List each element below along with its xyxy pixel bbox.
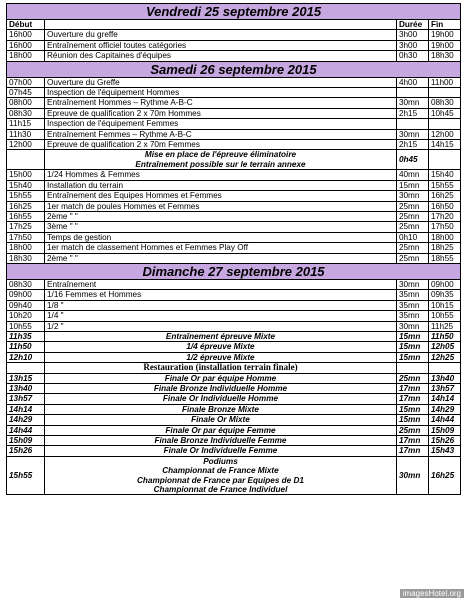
start-time: 14h44 [7, 425, 45, 435]
duration: 25mn [396, 243, 428, 253]
duration: 15mn [396, 404, 428, 414]
activity-description [45, 150, 397, 170]
end-time [428, 150, 460, 170]
activity-description: Entraînement des Equipes Hommes et Femmes [45, 191, 397, 201]
activity-description: Temps de gestion [45, 232, 397, 242]
schedule-row [7, 352, 461, 362]
schedule-row [7, 415, 461, 425]
duration: 25mn [396, 201, 428, 211]
duration: 15mn [396, 352, 428, 362]
day-title: Vendredi 25 septembre 2015 [7, 4, 461, 20]
schedule-row [7, 191, 461, 201]
day-title-row [7, 4, 461, 20]
start-time: 16h55 [7, 211, 45, 221]
description-line: Championnat de France Individuel [153, 485, 288, 495]
header-end: Fin [428, 20, 460, 30]
activity-description: 3ème " " [45, 222, 397, 232]
duration: 15mn [396, 331, 428, 341]
activity-description: Epreuve de qualification 2 x 70m Hommes [45, 108, 397, 118]
schedule-row [7, 290, 461, 300]
schedule-row [7, 51, 461, 61]
schedule-row [7, 373, 461, 383]
description-line: Mise en place de l'épreuve éliminatoire [144, 150, 297, 160]
start-time: 08h30 [7, 108, 45, 118]
start-time: 18h00 [7, 243, 45, 253]
start-time: 15h09 [7, 436, 45, 446]
start-time: 16h25 [7, 201, 45, 211]
duration: 4h00 [396, 77, 428, 87]
schedule-row [7, 321, 461, 331]
activity-description: Epreuve de qualification 2 x 70m Femmes [45, 140, 397, 150]
schedule-row [7, 108, 461, 118]
schedule-row [7, 279, 461, 289]
end-time: 18h00 [428, 232, 460, 242]
activity-description: Entraînement Hommes – Rythme A-B-C [45, 98, 397, 108]
start-time: 18h00 [7, 51, 45, 61]
duration: 15mn [396, 415, 428, 425]
schedule-row [7, 98, 461, 108]
activity-description: Finale Or Individuelle Femme [45, 446, 397, 456]
duration: 25mn [396, 211, 428, 221]
duration: 30mn [396, 456, 428, 495]
description-line: Championnat de France Mixte [162, 466, 279, 476]
duration: 30mn [396, 98, 428, 108]
start-time: 15h55 [7, 191, 45, 201]
end-time: 12h00 [428, 129, 460, 139]
end-time: 18h30 [428, 51, 460, 61]
end-time: 14h44 [428, 415, 460, 425]
start-time: 07h45 [7, 88, 45, 98]
end-time: 09h00 [428, 279, 460, 289]
duration: 35mn [396, 311, 428, 321]
end-time: 16h25 [428, 456, 460, 495]
schedule-row [7, 201, 461, 211]
activity-description: 1er match de classement Hommes et Femmes Play Off [45, 243, 397, 253]
duration: 30mn [396, 279, 428, 289]
day-title: Dimanche 27 septembre 2015 [7, 263, 461, 279]
header-row [7, 20, 461, 30]
end-time: 11h50 [428, 331, 460, 341]
duration: 0h30 [396, 51, 428, 61]
start-time: 11h35 [7, 331, 45, 341]
end-time: 10h55 [428, 311, 460, 321]
duration: 2h15 [396, 140, 428, 150]
schedule-row [7, 211, 461, 221]
duration: 25mn [396, 253, 428, 263]
activity-description: Finale Bronze Individuelle Femme [45, 436, 397, 446]
activity-description: Réunion des Capitaines d'équipes [45, 51, 397, 61]
start-time: 13h40 [7, 384, 45, 394]
schedule-row [7, 384, 461, 394]
end-time: 15h55 [428, 180, 460, 190]
start-time [7, 363, 45, 373]
end-time: 14h15 [428, 140, 460, 150]
activity-description: 1/8 " [45, 300, 397, 310]
activity-description: 1/24 Hommes & Femmes [45, 170, 397, 180]
duration: 0h10 [396, 232, 428, 242]
start-time: 09h00 [7, 290, 45, 300]
activity-description: Finale Or par équipe Homme [45, 373, 397, 383]
description-line: Podiums [203, 456, 238, 466]
schedule-row [7, 243, 461, 253]
schedule-row [7, 150, 461, 170]
activity-description: Finale Bronze Individuelle Homme [45, 384, 397, 394]
duration: 30mn [396, 129, 428, 139]
end-time: 08h30 [428, 98, 460, 108]
end-time: 10h15 [428, 300, 460, 310]
start-time: 18h30 [7, 253, 45, 263]
duration: 25mn [396, 222, 428, 232]
start-time: 08h30 [7, 279, 45, 289]
schedule-row [7, 394, 461, 404]
schedule-row [7, 425, 461, 435]
schedule-sheet [6, 3, 461, 495]
schedule-row [7, 77, 461, 87]
end-time: 19h00 [428, 40, 460, 50]
schedule-row [7, 331, 461, 341]
schedule-row [7, 404, 461, 414]
start-time: 16h00 [7, 40, 45, 50]
activity-description: 1/2 " [45, 321, 397, 331]
start-time: 11h15 [7, 119, 45, 129]
activity-description: 1/16 Femmes et Hommes [45, 290, 397, 300]
start-time: 13h57 [7, 394, 45, 404]
schedule-row [7, 300, 461, 310]
duration: 15mn [396, 342, 428, 352]
start-time: 14h14 [7, 404, 45, 414]
start-time: 15h26 [7, 446, 45, 456]
duration: 17mn [396, 384, 428, 394]
schedule-row [7, 363, 461, 373]
duration: 35mn [396, 300, 428, 310]
start-time: 13h15 [7, 373, 45, 383]
activity-description: Ouverture du Greffe [45, 77, 397, 87]
activity-description: Finale Bronze Mixte [45, 404, 397, 414]
activity-description: Entraînement épreuve Mixte [45, 331, 397, 341]
description-line: Entraînement possible sur le terrain annexe [135, 159, 306, 169]
duration: 30mn [396, 191, 428, 201]
activity-description [45, 456, 397, 495]
schedule-row [7, 88, 461, 98]
end-time [428, 363, 460, 373]
schedule-row [7, 40, 461, 50]
end-time: 10h45 [428, 108, 460, 118]
end-time: 15h26 [428, 436, 460, 446]
activity-description: 2ème " " [45, 253, 397, 263]
watermark: imagesHotel.org [400, 589, 464, 598]
duration: 3h00 [396, 40, 428, 50]
activity-description: Entraînement Femmes – Rythme A-B-C [45, 129, 397, 139]
schedule-row [7, 170, 461, 180]
schedule-row [7, 253, 461, 263]
schedule-row [7, 129, 461, 139]
duration [396, 119, 428, 129]
schedule-row [7, 456, 461, 495]
end-time: 15h40 [428, 170, 460, 180]
start-time: 12h10 [7, 352, 45, 362]
start-time: 12h00 [7, 140, 45, 150]
end-time: 11h00 [428, 77, 460, 87]
end-time: 12h25 [428, 352, 460, 362]
schedule-row [7, 222, 461, 232]
end-time: 14h14 [428, 394, 460, 404]
duration: 15mn [396, 180, 428, 190]
duration: 17mn [396, 436, 428, 446]
activity-description: Finale Or Individuelle Homme [45, 394, 397, 404]
activity-description: Inspection de l'équipement Hommes [45, 88, 397, 98]
start-time: 07h00 [7, 77, 45, 87]
activity-description: Finale Or par équipe Femme [45, 425, 397, 435]
duration: 35mn [396, 290, 428, 300]
end-time: 11h25 [428, 321, 460, 331]
schedule-row [7, 342, 461, 352]
schedule-row [7, 436, 461, 446]
start-time: 10h20 [7, 311, 45, 321]
duration: 40mn [396, 170, 428, 180]
end-time: 18h25 [428, 243, 460, 253]
schedule-row [7, 180, 461, 190]
duration [396, 363, 428, 373]
header-start: Début [7, 20, 45, 30]
activity-description: 1er match de poules Hommes et Femmes [45, 201, 397, 211]
activity-description: Entraînement [45, 279, 397, 289]
activity-description: 2ème " " [45, 211, 397, 221]
start-time: 16h00 [7, 30, 45, 40]
activity-description: Finale Or Mixte [45, 415, 397, 425]
activity-description: 1/4 " [45, 311, 397, 321]
schedule-row [7, 311, 461, 321]
start-time: 09h40 [7, 300, 45, 310]
activity-description: Restauration (installation terrain finale) [45, 363, 397, 373]
end-time: 13h57 [428, 384, 460, 394]
start-time: 14h29 [7, 415, 45, 425]
end-time: 16h25 [428, 191, 460, 201]
end-time [428, 119, 460, 129]
duration: 2h15 [396, 108, 428, 118]
start-time: 15h40 [7, 180, 45, 190]
duration [396, 88, 428, 98]
activity-description: Entraînement officiel toutes catégories [45, 40, 397, 50]
start-time: 08h00 [7, 98, 45, 108]
duration: 17mn [396, 394, 428, 404]
duration: 0h45 [396, 150, 428, 170]
end-time: 15h09 [428, 425, 460, 435]
end-time: 16h50 [428, 201, 460, 211]
schedule-row [7, 30, 461, 40]
description-line: Championnat de France par Equipes de D1 [136, 475, 304, 485]
end-time: 17h50 [428, 222, 460, 232]
activity-description: 1/2 épreuve Mixte [45, 352, 397, 362]
duration: 17mn [396, 446, 428, 456]
start-time: 15h55 [7, 456, 45, 495]
activity-description: 1/4 épreuve Mixte [45, 342, 397, 352]
end-time: 14h29 [428, 404, 460, 414]
schedule-row [7, 446, 461, 456]
end-time: 19h00 [428, 30, 460, 40]
end-time [428, 88, 460, 98]
activity-description: Inspection de l'équipement Femmes [45, 119, 397, 129]
end-time: 17h20 [428, 211, 460, 221]
schedule-row [7, 140, 461, 150]
start-time: 11h50 [7, 342, 45, 352]
duration: 30mn [396, 321, 428, 331]
start-time: 17h50 [7, 232, 45, 242]
day-title-row [7, 263, 461, 279]
duration: 3h00 [396, 30, 428, 40]
duration: 25mn [396, 373, 428, 383]
schedule-row [7, 232, 461, 242]
day-title-row [7, 61, 461, 77]
schedule-table [6, 3, 461, 495]
end-time: 12h05 [428, 342, 460, 352]
activity-description: Ouverture du greffe [45, 30, 397, 40]
header-description [45, 20, 397, 30]
schedule-row [7, 119, 461, 129]
start-time: 10h55 [7, 321, 45, 331]
start-time [7, 150, 45, 170]
duration: 25mn [396, 425, 428, 435]
start-time: 11h30 [7, 129, 45, 139]
end-time: 13h40 [428, 373, 460, 383]
start-time: 15h00 [7, 170, 45, 180]
end-time: 18h55 [428, 253, 460, 263]
start-time: 17h25 [7, 222, 45, 232]
day-title: Samedi 26 septembre 2015 [7, 61, 461, 77]
activity-description: Installation du terrain [45, 180, 397, 190]
header-duration: Durée [396, 20, 428, 30]
end-time: 15h43 [428, 446, 460, 456]
end-time: 09h35 [428, 290, 460, 300]
